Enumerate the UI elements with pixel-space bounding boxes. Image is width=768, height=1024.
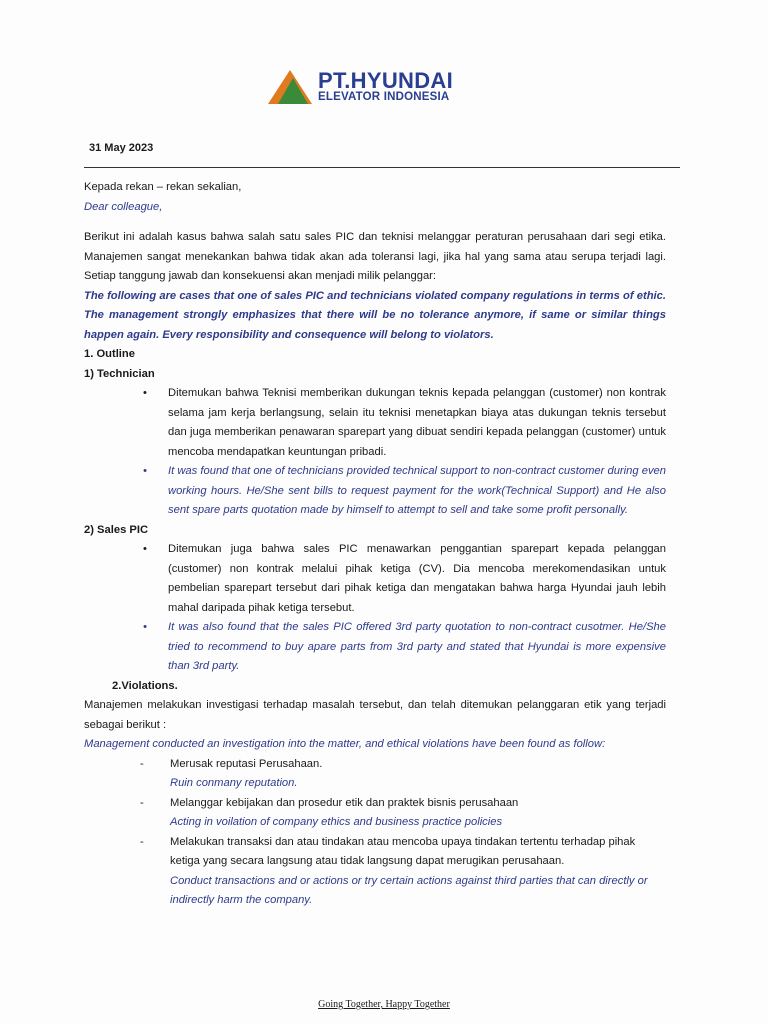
sales-text-en: It was also found that the sales PIC offered 3rd party quotation to non-contract cusotmer. He/She tried to recommend to buy apare parts from 3rd party and stated that Hyundai is more expensive than 3rd party.: [168, 621, 666, 672]
dash-icon: -: [140, 757, 144, 770]
violation-text-en: Acting in voilation of company ethics and business practice policies: [170, 816, 503, 828]
footer-slogan: Going Together, Happy Together: [318, 999, 450, 1010]
section-violations-heading: 2.Violations.: [112, 679, 178, 692]
dash-icon: -: [140, 796, 144, 809]
violation-text-id: Melanggar kebijakan dan prosedur etik dan praktek bisnis perusahaan: [170, 796, 519, 809]
violation-item: [140, 833, 666, 911]
bullet-icon: •: [143, 543, 147, 555]
triangle-logo-icon: [268, 70, 312, 106]
violation-item: [140, 755, 666, 794]
sales-bullet-id: [143, 540, 666, 618]
company-logo: [268, 70, 508, 110]
bullet-icon: •: [143, 387, 147, 399]
letter-date: 31 May 2023: [89, 142, 154, 154]
header-divider: [84, 167, 680, 168]
subsection-sales-heading: 2) Sales PIC: [84, 523, 149, 536]
violation-text-id: Merusak reputasi Perusahaan.: [170, 757, 323, 770]
logo-company-name: PT.HYUNDAI: [318, 68, 454, 93]
technician-bullet-en: [143, 462, 666, 521]
technician-text-en: It was found that one of technicians provided technical support to non-contract customer during even working hours. He/She sent bills to request payment for the work(Technical Support) and He also sent spare parts quotation made by himself to attempt to sell and take some profit personally.: [168, 465, 666, 516]
violation-item: [140, 794, 666, 833]
dash-icon: -: [140, 835, 144, 848]
technician-text-id: Ditemukan bahwa Teknisi memberikan dukungan teknis kepada pelanggan (customer) non kontrak selama jam kerja berlangsung, selain itu teknisi menetapkan biaya atas dukungan teknis tersebut dan juga memberikan penawaran sparepart yang dibuat sendiri kepada pelanggan (customer) untuk mencoba mendapatkan keuntungan pribadi.: [168, 387, 666, 458]
letter-body: [84, 178, 666, 911]
violations-intro-id: Manajemen melakukan investigasi terhadap masalah tersebut, dan telah ditemukan pelanggaran etik yang terjadi sebagai berikut :: [84, 699, 666, 731]
intro-paragraph-en: The following are cases that one of sales PIC and technicians violated company regulations in terms of ethic. The management strongly emphasizes that there will be no tolerance anymore, if same or similar things happen again. Every responsibility and consequence will belong to violators.: [84, 289, 666, 341]
violation-text-id: Melakukan transaksi dan atau tindakan atau mencoba upaya tindakan tertentu terhadap pihak ketiga yang secara langsung atau tidak langsung dapat merugikan perusahaan.: [170, 835, 636, 867]
bullet-icon: •: [143, 621, 147, 633]
violations-intro-en: Management conducted an investigation into the matter, and ethical violations have been found as follow:: [84, 738, 606, 750]
subsection-technician-heading: 1) Technician: [84, 367, 155, 380]
greeting-id: Kepada rekan – rekan sekalian,: [84, 181, 242, 193]
intro-paragraph-id: Berikut ini adalah kasus bahwa salah satu sales PIC dan teknisi melanggar peraturan perusahaan dari segi etika. Manajemen sangat menekankan bahwa tidak akan ada toleransi lagi, jika hal yang sama atau serupa terjadi lagi. Setiap tanggung jawab dan konsekuensi akan menjadi milik pelanggar:: [84, 231, 666, 282]
greeting-en: Dear colleague,: [84, 200, 163, 213]
violation-text-en: Ruin conmany reputation.: [170, 777, 298, 789]
technician-bullet-id: [143, 384, 666, 462]
sales-text-id: Ditemukan juga bahwa sales PIC menawarkan penggantian sparepart kepada pelanggan (customer) non kontrak melalui pihak ketiga (CV). Dia mencoba merekomendasikan untuk pembelian sparepart tersebut dari pihak ketiga dan mengatakan bahwa harga Hyundai jauh lebih mahal daripada pihak ketiga tersebut.: [168, 543, 666, 614]
logo-company-subtitle: ELEVATOR INDONESIA: [318, 91, 450, 103]
spacer: [84, 217, 666, 228]
bullet-icon: •: [143, 465, 147, 477]
violation-text-en: Conduct transactions and or actions or try certain actions against third parties that can directly or indirectly harm the company.: [170, 874, 648, 906]
sales-bullet-en: [143, 618, 666, 677]
section-outline-heading: 1. Outline: [84, 348, 135, 360]
